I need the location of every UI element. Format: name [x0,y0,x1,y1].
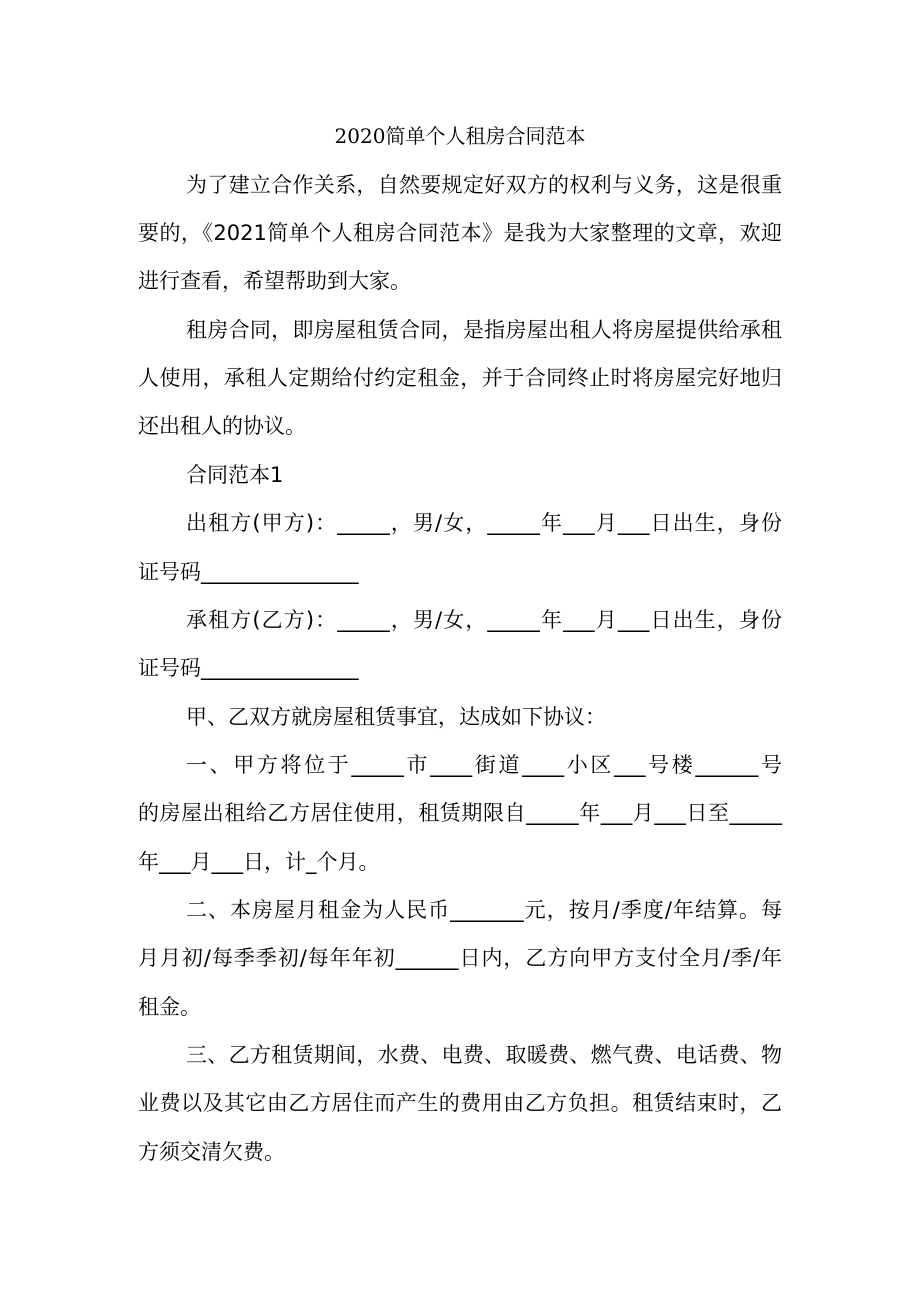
text-line: 出租方(甲方)：_____，男/女，_____年___月___日出生，身份 [186,511,782,535]
text-line: 证号码_______________ [138,560,359,584]
text-line: 要的，《2021简单个人租房合同范本》是我为大家整理的文章，欢迎 [138,221,782,245]
text-line: 进行查看，希望帮助到大家。 [138,269,411,293]
text-line: 一、甲方将位于_____市____街道____小区___号楼______号 [186,753,782,777]
text-line: 甲、乙双方就房屋租赁事宜，达成如下协议： [186,705,606,729]
text-line: 的房屋出租给乙方居住使用，租赁期限自_____年___月___日至_____ [138,801,782,825]
text-line: 二、本房屋月租金为人民币_______元，按月/季度/年结算。每 [186,898,782,922]
text-line: 年___月___日，计_个月。 [138,850,380,874]
document-title: 2020简单个人租房合同范本 [334,124,586,148]
text-line: 人使用，承租人定期给付约定租金，并于合同终止时将房屋完好地归 [138,366,782,390]
text-line: 还出租人的协议。 [138,414,306,438]
text-line: 证号码_______________ [138,656,359,680]
text-line: 租房合同，即房屋租赁合同，是指房屋出租人将房屋提供给承租 [186,318,782,342]
text-line: 租金。 [138,995,201,1019]
text-line: 为了建立合作关系，自然要规定好双方的权利与义务，这是很重 [186,173,782,197]
section-heading: 合同范本1 [186,463,284,487]
text-line: 方须交清欠费。 [138,1140,285,1164]
text-line: 承租方(乙方)：_____，男/女，_____年___月___日出生，身份 [186,608,782,632]
text-line: 三、乙方租赁期间，水费、电费、取暖费、燃气费、电话费、物 [186,1043,782,1067]
text-line: 月月初/每季季初/每年年初______日内，乙方向甲方支付全月/季/年 [138,946,782,970]
text-line: 业费以及其它由乙方居住而产生的费用由乙方负担。租赁结束时，乙 [138,1091,782,1115]
